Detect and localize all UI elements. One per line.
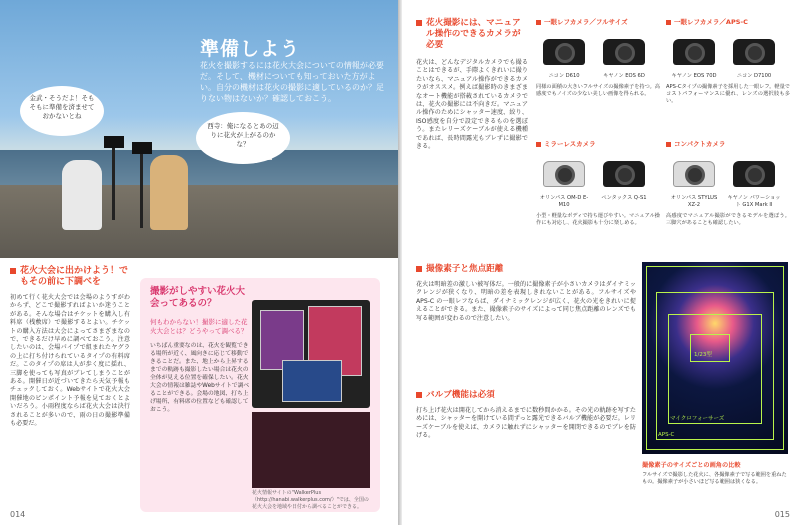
dslr-camera-icon — [537, 31, 591, 71]
camera-group-label: 一眼レフカメラ／APS-C — [666, 18, 790, 27]
tripod — [112, 140, 115, 220]
camera-group-label: ミラーレスカメラ — [536, 140, 660, 149]
section-fireworks-festival — [10, 266, 130, 429]
ground — [0, 185, 398, 258]
camera-card — [536, 31, 592, 80]
speech-bubble: 西寺：俺になるとあの辺りに花火が上がるのかな？ — [196, 112, 290, 164]
camera-card — [666, 31, 722, 80]
camera-name: ニコン D610 — [548, 73, 580, 79]
sea — [0, 150, 398, 190]
page-title: 準備しよう — [200, 38, 301, 60]
frame-label: 1/23型 — [694, 352, 712, 358]
camera-group-desc: APS-Cタイプの撮像素子を採用した一眼レフ。軽量でコストパフォーマンスに優れ、レンズの選択肢も多い。 — [666, 84, 790, 105]
frame-label: APS-C — [658, 432, 675, 438]
mirrorless-camera-icon — [537, 153, 591, 193]
section-body: 初めて行く花火大会では会場のようすがわからず、どこで撮影すればよいか迷うことがある。そんな場合はチケットを購入し有料席（桟敷席）で撮影するとよい。チケットの購入方法は大会によってさまざまなので、できるだけ早めに調べておこう。注意したいのは、会場パイプで組まれたヤグラの上に打ち付けられているタイプの有料席だ。このタイプの席は人が歩く度に揺れ、三脚を使っても写真がブレてしまうことがある。開催日が近づいてきたら天気予報もチェックしておく。Webサイトで花火大会開催地のピンポイント予報を見ておくとよいだろう。小雨程度ならば花火大会は決行されることが多いので、雨の日の撮影準備も必要だ。 — [10, 294, 130, 428]
camera-name: キヤノン EOS 70D — [671, 73, 717, 79]
camera-card — [666, 153, 722, 209]
compact-camera-icon — [667, 153, 721, 193]
camera-name: ニコン D7100 — [736, 73, 772, 79]
tripod — [140, 148, 143, 228]
photographer-man — [62, 160, 102, 230]
section-sensor — [416, 264, 636, 323]
figure-caption-heading: 撮像素子のサイズごとの画角の比較 — [642, 462, 741, 469]
section-heading: 花火大会に出かけよう！でもその前に下調べを — [10, 266, 130, 288]
frame-label: マイクロフォーサーズ — [670, 416, 725, 422]
frame-micro-four-thirds — [668, 314, 762, 424]
column-title: 撮影がしやすい花火大会ってあるの？ — [150, 286, 246, 309]
mirrorless-camera-icon — [597, 153, 651, 193]
camera-group-compact — [666, 140, 790, 227]
camera-group-desc: 同様の面積の大きいフルサイズの撮像素子を持つ。高感度でもノイズの少ない美しい画像を得られる。 — [536, 84, 660, 98]
fireworks-photo — [642, 262, 788, 454]
camera-card — [536, 153, 592, 209]
camera-group-label: 一眼レフカメラ／フルサイズ — [536, 18, 660, 27]
camera-card — [726, 31, 782, 80]
lead-text: 花火を撮影するには花火大会についての情報が必要だ。そして、機材についても知っておいた方がよい。自分の機材は花火の撮影に適しているのか？足りない物はないか？確認しておこう。 — [200, 61, 384, 103]
dslr-camera-icon — [597, 31, 651, 71]
camera-card — [596, 153, 652, 209]
column-subtitle: 何もわからない！撮影に適した花火大会とは？どうやって調べる？ — [150, 318, 248, 335]
section-bulb — [416, 390, 636, 441]
website-screenshot — [252, 412, 370, 488]
dslr-camera-icon — [727, 31, 781, 71]
camera-name: キヤノン EOS 6D — [603, 73, 645, 79]
speech-bubble: 金武・そうだよ！そもそもに準備を済ませておかないとね — [20, 86, 104, 136]
camera-card — [596, 31, 652, 80]
left-page — [0, 0, 398, 525]
compact-camera-icon — [727, 153, 781, 193]
dslr-camera-icon — [667, 31, 721, 71]
section-heading: 花火撮影には、マニュアル操作のできるカメラが必要 — [416, 18, 528, 51]
column-body: いちばん重要なのは、花火を観覧できる場所が近く、風向きに応じて移動できることだ。また、地上から上昇するまでの軌跡も撮影したい場合は花火の全体が見える位置を確保したい。花火大会の情報は雑誌やWebサイトで調べることができる。会場の地図、打ち上げ場所、有料席の位置なども確認しておこう。 — [150, 343, 250, 413]
hero-photo — [0, 0, 398, 258]
camera-icon — [132, 142, 152, 154]
figure-caption: フルサイズで撮影した花火に、各撮像素子で写る範囲を重ねたもの。撮像素子が小さいほど写る範囲は狭くなる。 — [642, 472, 787, 485]
camera-name: オリンパス OM-D E-M10 — [539, 195, 589, 208]
camera-icon — [104, 136, 124, 148]
camera-group-desc: 高感度でマニュアル撮影ができるモデルを選ぼう。三脚穴があることも確認したい。 — [666, 213, 790, 227]
camera-card — [726, 153, 782, 209]
section-heading: バルブ機能は必須 — [416, 390, 636, 401]
column-box — [140, 278, 380, 512]
photographer-woman — [150, 155, 188, 230]
camera-group-desc: 小型・軽量なボディで持ち運びやすい。マニュアル操作にも対応し、花火撮影も十分に楽しめる。 — [536, 213, 660, 227]
section-body: 花火は明暗差の激しい被写体だ。一般的に撮像素子が小さいカメラはダイナミックレンジが狭くなり、明暗の差を表現しきれないことがある。フルサイズや APS-C の一眼レフならば、ダイナミックレンジが広く、花火の光をきれいに捉えることができる。また、撮像素子のサイズによって同じ焦点距離のレンズでも写る範囲が変わるので注意したい。 — [416, 281, 636, 322]
camera-name: ペンタックス Q-S1 — [601, 195, 647, 201]
photo-caption: 花火情報サイトの"WalkerPlus（http://hanabi.walkerplus.com/）"では、全国の花火大会を地域や日付から調べることができる。 — [252, 490, 369, 510]
section-heading: 撮像素子と焦点距離 — [416, 264, 636, 275]
page-number: 014 — [10, 510, 26, 519]
section-camera-intro — [416, 18, 528, 151]
page-number: 015 — [774, 510, 790, 519]
section-body: 花火は、どんなデジタルカメラでも撮ることはできるが、手際よくきれいに撮りたいなら、マニュアル操作ができるカメラがオススメ。例えば撮影時のきまざまなオート機能が搭載されているカメラでは、花火の撮影には不向きだ。マニュアル操作のためにシャッター速度、絞り、ISO感度を自分で設定できるものを選ぼう。またレリーズケーブルが使える機種であれば、長時間露光もブレずに撮影できる。 — [416, 59, 528, 151]
camera-group-label: コンパクトカメラ — [666, 140, 790, 149]
camera-group-apsc — [666, 18, 790, 106]
camera-name: オリンパス STYLUS XZ-2 — [670, 195, 718, 208]
section-body: 打ち上げ花火は開花してから消えるまでに数秒間かかる。その光の軌跡を写すためには、シャッターを開けている間ずっと露光できるバルブ機能が必要だ。レリーズケーブルを使えば、カメラに触れずにシャッターを開閉できるのでブレを防げる。 — [416, 407, 636, 440]
right-page — [402, 0, 800, 525]
magazines-photo — [252, 300, 370, 408]
magazine — [282, 360, 342, 402]
camera-name: キヤノン パワーショット G1X Mark II — [727, 195, 781, 208]
camera-group-mirrorless — [536, 140, 660, 227]
camera-group-fullframe — [536, 18, 660, 98]
